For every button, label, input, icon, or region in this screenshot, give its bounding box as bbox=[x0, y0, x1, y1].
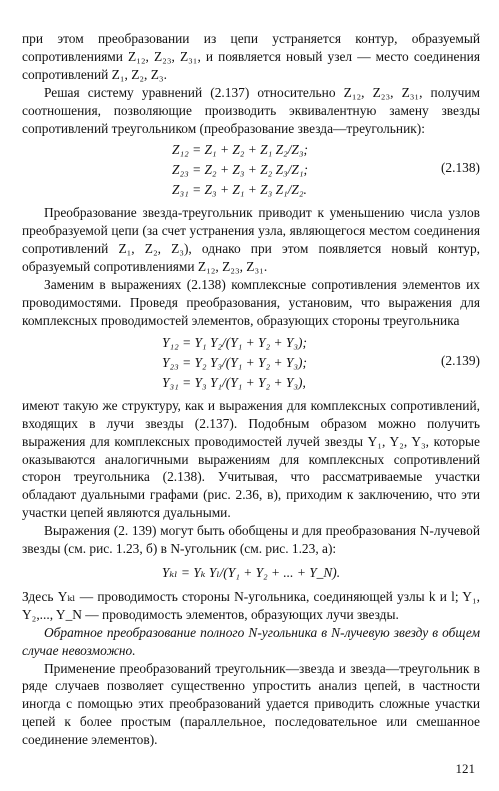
equation-2-139 bbox=[22, 333, 480, 393]
paragraph-6: Выражения (2. 139) могут быть обобщены и для преобразования N-лучевой звезды (см. рис. 1.23, б) в N-угольник (см. рис. 1.23, а): bbox=[22, 523, 480, 557]
paragraph-7: Здесь Yₖₗ — проводимость стороны N-угольника, соединяющей узлы k и l; Y₁, Y₂,..., Y_N — проводимость элементов, образующих лучи звезды. bbox=[22, 588, 480, 622]
paragraph-5: имеют такую же структуру, как и выражения для комплексных сопротивлений, входящих в лучи звезды (2.137). Подобным образом можно получить выражения для комплексных проводимостей лучей звезды Y₁, Y₂, Y₃, которые оказываются аналогичными выражениям для комплексных сопротивлений сторон треугольника (2.138). Учитывая, что рассматриваемые участки обладают дуальными графами (рис. 2.36, в), приходим к заключению, что эти участки цепей являются дуальными. bbox=[22, 397, 480, 521]
equation-line: Z₁₂ = Z₁ + Z₂ + Z₁ Z₂/Z₃; bbox=[172, 142, 308, 158]
equation-line: Y₂₃ = Y₂ Y₃/(Y₁ + Y₂ + Y₃); bbox=[162, 354, 307, 370]
equation-number: (2.139) bbox=[440, 352, 480, 368]
equation-number: (2.138) bbox=[440, 160, 480, 176]
equation-2-138 bbox=[22, 140, 480, 200]
equation-line: Z₂₃ = Z₂ + Z₃ + Z₂ Z₃/Z₁; bbox=[172, 162, 308, 178]
paragraph-4: Заменим в выражениях (2.138) комплексные сопротивления элементов их проводимостями. Проведя преобразования, установим, что выражения для комплексных проводимостей элементов, образующих стороны треугольника bbox=[22, 277, 480, 328]
paragraph-3: Преобразование звезда-треугольник приводит к уменьшению числа узлов преобразуемой цепи (за счет устранения узла, являющегося местом соединения сопротивлений Z₁, Z₂, Z₃), однако при этом появляется новый контур, образуемый сопротивлениями Z₁₂, Z₂₃, Z₃₁. bbox=[22, 205, 480, 275]
page-number: 121 bbox=[455, 761, 475, 776]
page-body bbox=[22, 30, 480, 749]
paragraph-8: Обратное преобразование полного N-угольника в N-лучевую звезду в общем случае невозможно. bbox=[22, 624, 480, 658]
equation-line: Y₁₂ = Y₁ Y₂/(Y₁ + Y₂ + Y₃); bbox=[162, 334, 307, 350]
paragraph-1: при этом преобразовании из цепи устраняется контур, образуемый сопротивлениями Z₁₂, Z₂₃, Z₃₁, и появляется новый узел — место соединения сопротивлений Z₁, Z₂, Z₃. bbox=[22, 31, 480, 82]
paragraph-9: Применение преобразований треугольник—звезда и звезда—треугольник в ряде случаев позволяет существенно упростить анализ цепей, в частности иногда с помощью этих преобразований удается приводить сложные участки цепей к более простым (параллельное, последовательное или смешанное соединение элементов). bbox=[22, 660, 480, 748]
equation-line: Z₃₁ = Z₃ + Z₁ + Z₃ Z₁/Z₂. bbox=[172, 182, 307, 198]
equation-line: Y₃₁ = Y₃ Y₁/(Y₁ + Y₂ + Y₃), bbox=[162, 374, 306, 390]
general-formula: Yₖₗ = Yₖ Yₗ/(Y₁ + Y₂ + ... + Y_N). bbox=[161, 564, 341, 580]
paragraph-2: Решая систему уравнений (2.137) относительно Z₁₂, Z₂₃, Z₃₁, получим соотношения, позволяющие производить эквивалентную замену звезды сопротивлений треугольником (преобразование звезда—треугольник): bbox=[22, 84, 480, 136]
